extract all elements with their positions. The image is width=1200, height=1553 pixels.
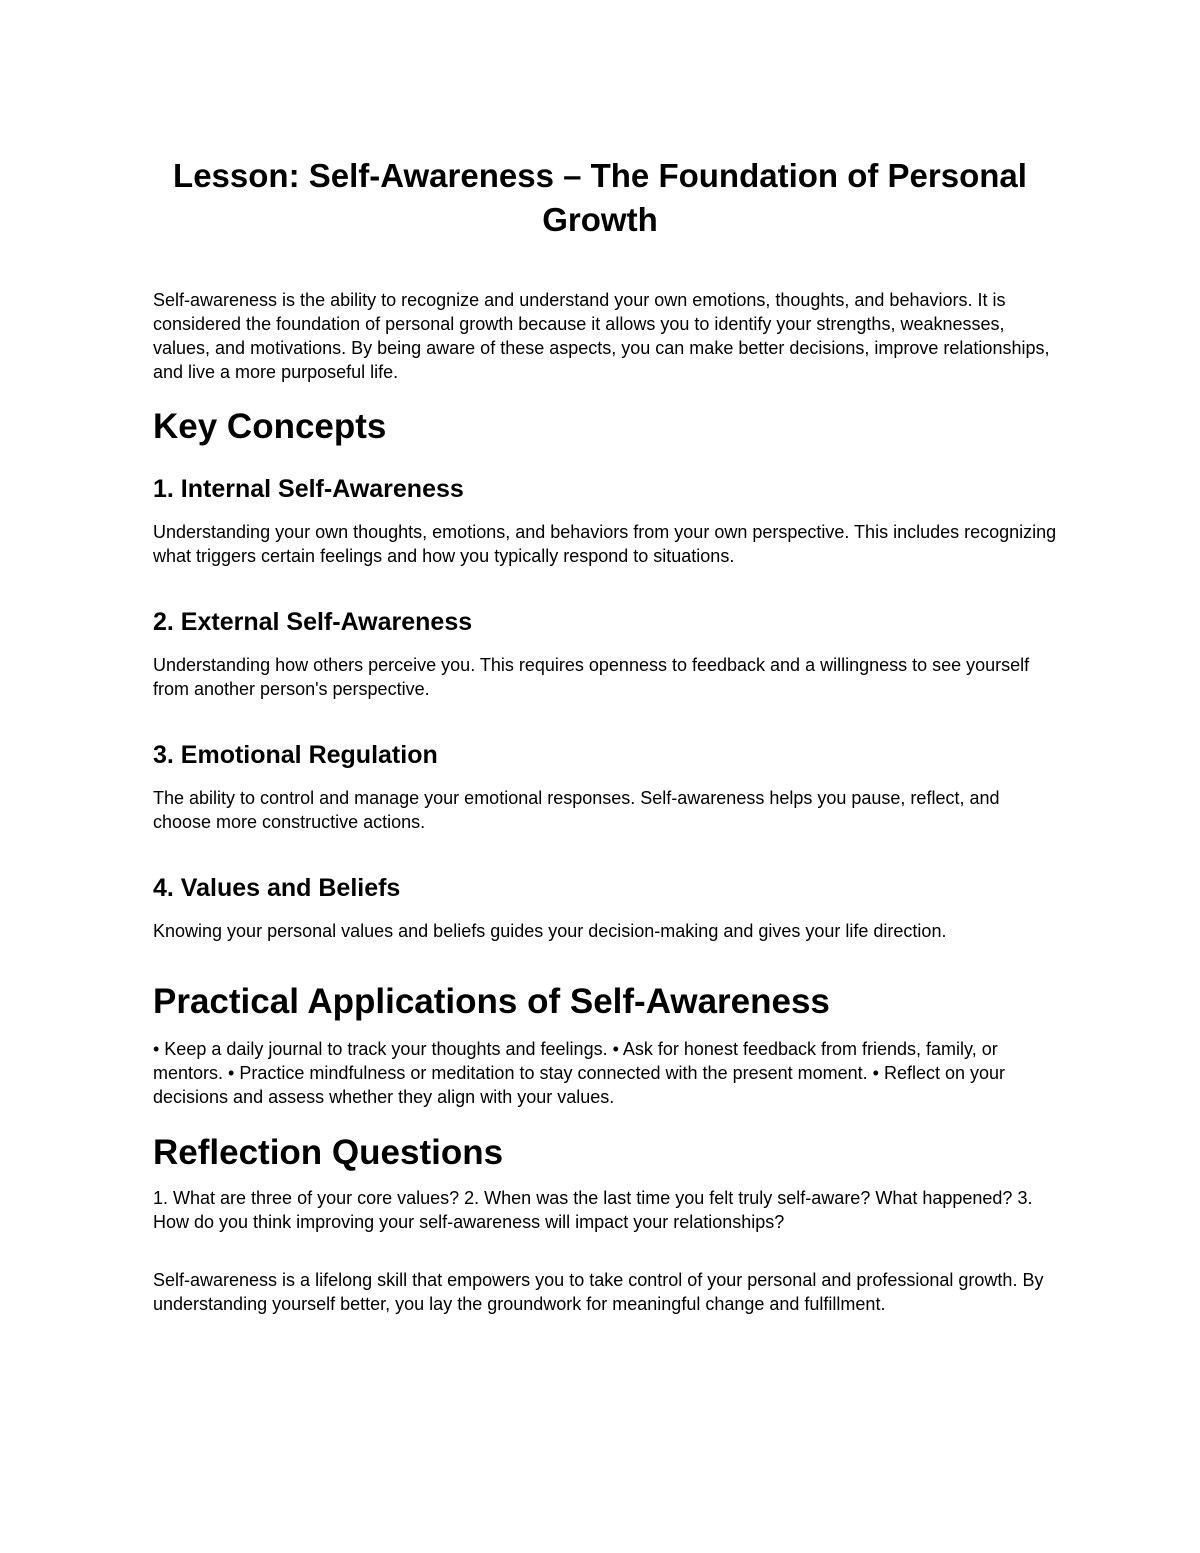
concept-heading-regulation: 3. Emotional Regulation: [153, 741, 438, 769]
closing-paragraph: Self-awareness is a lifelong skill that empowers you to take control of your personal and professional growth. By understanding yourself better, you lay the groundwork for meaningful change and fulfillment.: [153, 1270, 1044, 1314]
reflection-text: 1. What are three of your core values? 2. When was the last time you felt truly self-aware? What happened? 3. How do you think improving your self-awareness will impact your relationships?: [153, 1188, 1033, 1232]
concept-text-values: Knowing your personal values and beliefs guides your decision-making and gives your life direction.: [153, 921, 947, 941]
concept-text-internal: Understanding your own thoughts, emotions, and behaviors from your own perspective. This includes recognizing what triggers certain feelings and how you typically respond to situations.: [153, 522, 1057, 566]
applications-heading: Practical Applications of Self-Awareness: [153, 982, 830, 1021]
key-concepts-heading: Key Concepts: [153, 407, 387, 446]
document-title: Lesson: Self-Awareness – The Foundation of Personal Growth: [173, 157, 1027, 238]
concept-heading-internal: 1. Internal Self-Awareness: [153, 475, 464, 503]
applications-text: • Keep a daily journal to track your thoughts and feelings. • Ask for honest feedback from friends, family, or mentors. • Practice mindfulness or meditation to stay connected with the present moment. • Reflect on your decisions and assess whether they align with your values.: [153, 1039, 1006, 1107]
concept-heading-values: 4. Values and Beliefs: [153, 874, 401, 902]
reflection-heading: Reflection Questions: [153, 1133, 504, 1172]
intro-paragraph: Self-awareness is the ability to recognize and understand your own emotions, thoughts, and behaviors. It is considered the foundation of personal growth because it allows you to identify your strengths, weaknesses, values, and motivations. By being aware of these aspects, you can make better decisions, improve relationships, and live a more purposeful life.: [153, 290, 1050, 382]
concept-text-external: Understanding how others perceive you. This requires openness to feedback and a willingness to see yourself from another person's perspective.: [153, 655, 1030, 699]
concept-heading-external: 2. External Self-Awareness: [153, 608, 473, 636]
concept-text-regulation: The ability to control and manage your emotional responses. Self-awareness helps you pause, reflect, and choose more constructive actions.: [153, 788, 1000, 832]
